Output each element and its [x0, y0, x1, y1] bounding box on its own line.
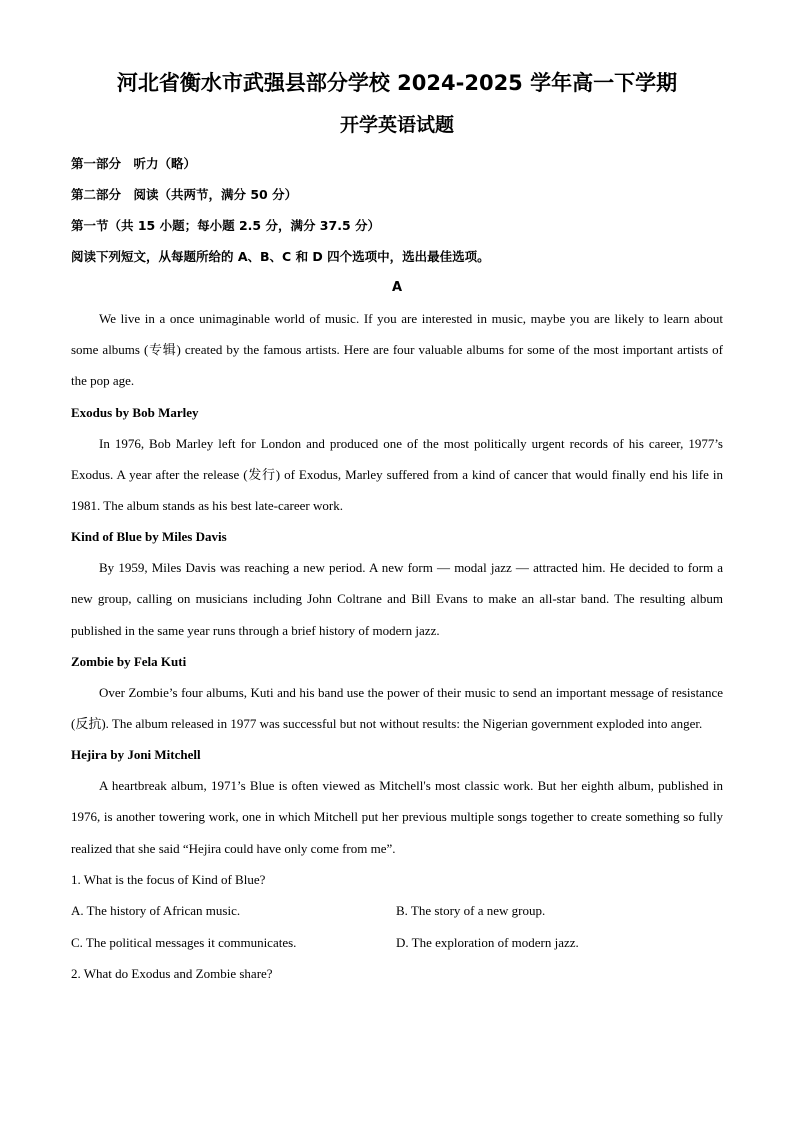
question-1-options [71, 895, 723, 958]
album-text-exodus: In 1976, Bob Marley left for London and produced one of the most politically urgent records of his career, 1977’s Exodus. A year after the release (发行) of Exodus, Marley suffered from a kind of cancer that would finally end his life in 1981. The album stands as his best late-career work. [71, 435, 723, 514]
passage-intro: We live in a once unimaginable world of music. If you are interested in music, maybe you are likely to learn about some albums (专辑) created by the famous artists. Here are four valuable albums for some of the most important artists of the pop age. [71, 311, 723, 389]
reading-instruction: 阅读下列短文，从每题所给的 A、B、C 和 D 四个选项中，选出最佳选项。 [71, 249, 490, 264]
album-text-zombie: Over Zombie’s four albums, Kuti and his band use the power of their music to send an important message of resistance (反抗). The album released in 1977 was successful but not without results: the Nigerian government exploded into anger. [71, 684, 723, 732]
question-2-stem: 2. What do Exodus and Zombie share? [71, 966, 273, 982]
exam-page [71, 66, 723, 990]
part2-heading: 第二部分 阅读（共两节，满分 50 分） [71, 187, 298, 202]
section1-heading: 第一节（共 15 小题；每小题 2.5 分，满分 37.5 分） [71, 218, 380, 233]
album-text-hejira: A heartbreak album, 1971’s Blue is often viewed as Mitchell's most classic work. But her eighth album, published in 1976, is another towering work, one in which Mitchell put her previous multiple songs together to create something so fully realized that she said “Hejira could have only come from me”. [71, 778, 723, 856]
passage-letter: A [391, 280, 403, 295]
album-text-kind-of-blue: By 1959, Miles Davis was reaching a new period. A new form — modal jazz — attracted him. He decided to form a new group, calling on musicians including John Coltrane and Bill Evans to make an all-star band. The resulting album published in the same year runs through a brief history of modern jazz. [71, 560, 723, 638]
exam-subtitle: 开学英语试题 [339, 114, 454, 136]
album-title-zombie: Zombie by Fela Kuti [71, 653, 187, 669]
question-1-option-c: C. The political messages it communicates. [71, 934, 297, 950]
album-title-kind-of-blue: Kind of Blue by Miles Davis [71, 529, 227, 545]
question-1-option-b: B. The story of a new group. [396, 903, 546, 919]
question-1-option-a: A. The history of African music. [71, 903, 241, 919]
question-1-option-d: D. The exploration of modern jazz. [396, 934, 579, 950]
album-title-hejira: Hejira by Joni Mitchell [71, 747, 201, 763]
question-1-stem: 1. What is the focus of Kind of Blue? [71, 871, 266, 887]
album-title-exodus: Exodus by Bob Marley [71, 404, 199, 420]
part1-heading: 第一部分 听力（略） [71, 156, 197, 171]
exam-title: 河北省衡水市武强县部分学校 2024-2025 学年高一下学期 [116, 71, 678, 95]
